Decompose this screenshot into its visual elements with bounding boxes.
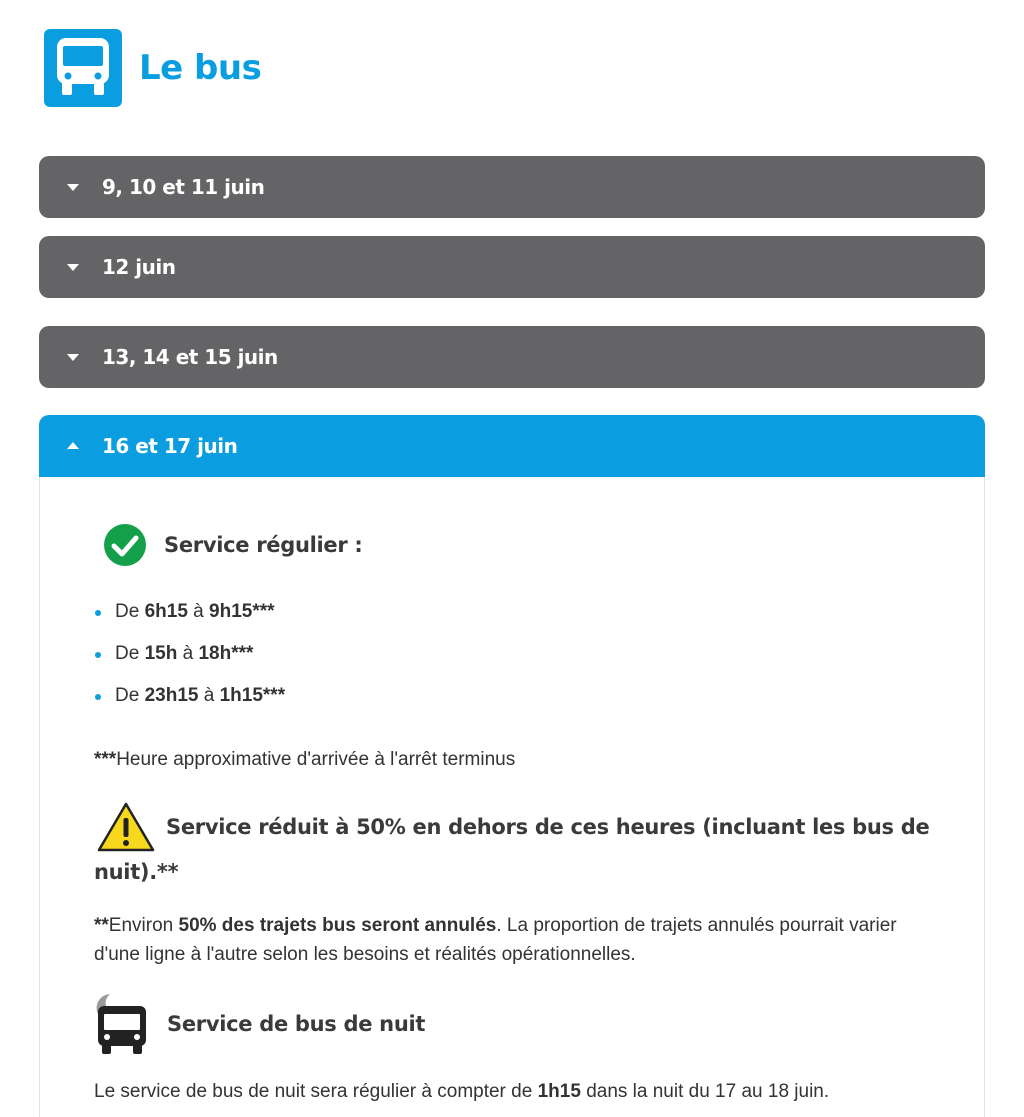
page-header	[44, 28, 261, 108]
night-service-title: Service de bus de nuit	[167, 1012, 426, 1036]
reduced-service-title-line1: Service réduit à 50% en dehors de ces heures (incluant les bus de	[166, 815, 930, 839]
reduced-service-heading	[96, 801, 929, 853]
accordion-9-10-11-juin[interactable]	[39, 156, 985, 218]
bus-icon	[44, 29, 122, 107]
accordion-label: 16 et 17 juin	[102, 434, 238, 458]
reduced-service-title-line2: nuit).**	[94, 860, 179, 884]
accordion-13-14-15-juin[interactable]	[39, 326, 985, 388]
accordion-12-juin[interactable]	[39, 236, 985, 298]
night-service-text: Le service de bus de nuit sera régulier à compter de 1h15 dans la nuit du 17 au 18 juin.	[94, 1081, 830, 1102]
arrival-time-note: ***Heure approximative d'arrivée à l'arrêt terminus	[94, 749, 516, 770]
check-circle-icon	[103, 523, 147, 567]
accordion-label: 9, 10 et 11 juin	[102, 175, 265, 199]
regular-service-title: Service régulier :	[164, 533, 363, 557]
list-item: De 15h à 18h***	[94, 640, 285, 682]
warning-icon	[96, 801, 156, 853]
caret-down-icon	[67, 264, 79, 271]
regular-service-heading	[103, 523, 363, 567]
reduced-service-heading-cont	[94, 860, 178, 884]
caret-down-icon	[67, 354, 79, 361]
accordion-label: 12 juin	[102, 255, 176, 279]
accordion-16-17-juin[interactable]	[39, 415, 985, 477]
accordion-label: 13, 14 et 15 juin	[102, 345, 278, 369]
list-item: De 23h15 à 1h15***	[94, 682, 285, 724]
page-title: Le bus	[139, 48, 262, 88]
night-service-heading	[94, 992, 425, 1056]
list-item: De 6h15 à 9h15***	[94, 598, 285, 640]
reduced-service-note: **Environ 50% des trajets bus seront annulés. La proportion de trajets annulés pourrait varier d'une ligne à l'autre selon les besoins et réalités opérationnelles.	[94, 915, 897, 965]
caret-down-icon	[67, 184, 79, 191]
regular-service-hours-list	[94, 598, 285, 724]
night-bus-icon	[94, 992, 150, 1056]
caret-up-icon	[67, 442, 79, 449]
